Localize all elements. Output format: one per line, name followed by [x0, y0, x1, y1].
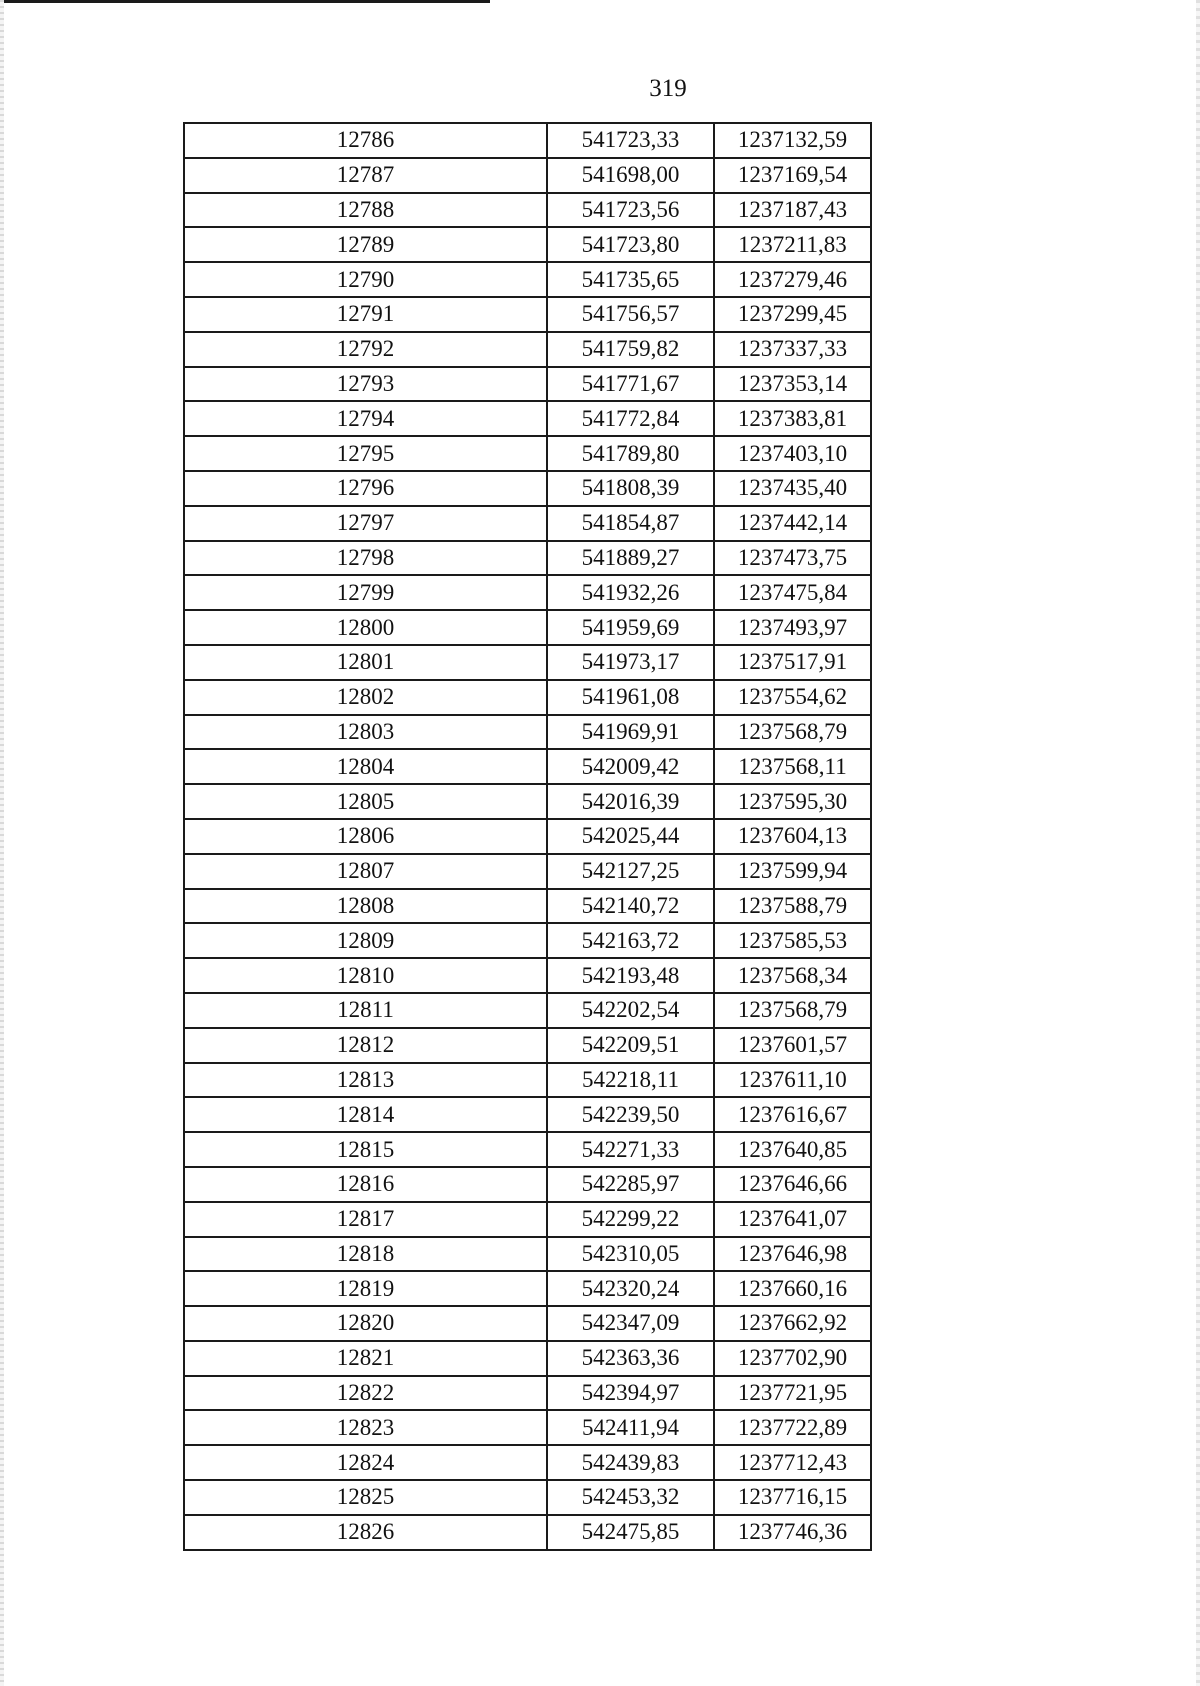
point-number-cell: 12814	[184, 1097, 547, 1132]
table-row	[184, 1376, 871, 1411]
y-coordinate-cell: 1237442,14	[714, 506, 871, 541]
y-coordinate-cell: 1237169,54	[714, 158, 871, 193]
table-row	[184, 1341, 871, 1376]
point-number-cell: 12787	[184, 158, 547, 193]
point-number-cell: 12790	[184, 262, 547, 297]
point-number-cell: 12802	[184, 680, 547, 715]
table-row	[184, 193, 871, 228]
y-coordinate-cell: 1237337,33	[714, 332, 871, 367]
y-coordinate-cell: 1237712,43	[714, 1445, 871, 1480]
y-coordinate-cell: 1237616,67	[714, 1097, 871, 1132]
table-row	[184, 158, 871, 193]
point-number-cell: 12791	[184, 297, 547, 332]
y-coordinate-cell: 1237611,10	[714, 1063, 871, 1098]
point-number-cell: 12800	[184, 610, 547, 645]
table-row	[184, 680, 871, 715]
y-coordinate-cell: 1237517,91	[714, 645, 871, 680]
x-coordinate-cell: 541723,56	[547, 193, 714, 228]
x-coordinate-cell: 541698,00	[547, 158, 714, 193]
point-number-cell: 12816	[184, 1167, 547, 1202]
y-coordinate-cell: 1237646,98	[714, 1237, 871, 1272]
y-coordinate-cell: 1237493,97	[714, 610, 871, 645]
table-row	[184, 645, 871, 680]
y-coordinate-cell: 1237646,66	[714, 1167, 871, 1202]
point-number-cell: 12798	[184, 541, 547, 576]
table-row	[184, 610, 871, 645]
x-coordinate-cell: 542310,05	[547, 1237, 714, 1272]
y-coordinate-cell: 1237721,95	[714, 1376, 871, 1411]
table-row	[184, 854, 871, 889]
x-coordinate-cell: 541735,65	[547, 262, 714, 297]
x-coordinate-cell: 542239,50	[547, 1097, 714, 1132]
y-coordinate-cell: 1237353,14	[714, 367, 871, 402]
table-row	[184, 332, 871, 367]
x-coordinate-cell: 541889,27	[547, 541, 714, 576]
x-coordinate-cell: 542218,11	[547, 1063, 714, 1098]
x-coordinate-cell: 542394,97	[547, 1376, 714, 1411]
point-number-cell: 12793	[184, 367, 547, 402]
y-coordinate-cell: 1237211,83	[714, 227, 871, 262]
table-row	[184, 749, 871, 784]
point-number-cell: 12795	[184, 436, 547, 471]
point-number-cell: 12807	[184, 854, 547, 889]
x-coordinate-cell: 542363,36	[547, 1341, 714, 1376]
table-row	[184, 993, 871, 1028]
y-coordinate-cell: 1237746,36	[714, 1515, 871, 1550]
coordinates-table	[183, 122, 872, 1551]
table-row	[184, 1480, 871, 1515]
y-coordinate-cell: 1237475,84	[714, 575, 871, 610]
y-coordinate-cell: 1237568,11	[714, 749, 871, 784]
x-coordinate-cell: 542271,33	[547, 1132, 714, 1167]
table-row	[184, 471, 871, 506]
y-coordinate-cell: 1237403,10	[714, 436, 871, 471]
y-coordinate-cell: 1237279,46	[714, 262, 871, 297]
y-coordinate-cell: 1237604,13	[714, 819, 871, 854]
point-number-cell: 12808	[184, 889, 547, 924]
table-row	[184, 227, 871, 262]
x-coordinate-cell: 542285,97	[547, 1167, 714, 1202]
x-coordinate-cell: 541723,80	[547, 227, 714, 262]
y-coordinate-cell: 1237568,79	[714, 993, 871, 1028]
table-row	[184, 819, 871, 854]
y-coordinate-cell: 1237595,30	[714, 784, 871, 819]
y-coordinate-cell: 1237716,15	[714, 1480, 871, 1515]
x-coordinate-cell: 541772,84	[547, 401, 714, 436]
point-number-cell: 12823	[184, 1410, 547, 1445]
y-coordinate-cell: 1237601,57	[714, 1028, 871, 1063]
table-row	[184, 262, 871, 297]
x-coordinate-cell: 541932,26	[547, 575, 714, 610]
scan-edge-right	[1196, 0, 1200, 1686]
x-coordinate-cell: 542475,85	[547, 1515, 714, 1550]
x-coordinate-cell: 541808,39	[547, 471, 714, 506]
table-row	[184, 1271, 871, 1306]
table-row	[184, 1445, 871, 1480]
x-coordinate-cell: 542347,09	[547, 1306, 714, 1341]
point-number-cell: 12810	[184, 958, 547, 993]
x-coordinate-cell: 542453,32	[547, 1480, 714, 1515]
x-coordinate-cell: 542016,39	[547, 784, 714, 819]
table-row	[184, 1028, 871, 1063]
y-coordinate-cell: 1237641,07	[714, 1202, 871, 1237]
point-number-cell: 12796	[184, 471, 547, 506]
table-row	[184, 1306, 871, 1341]
table-row	[184, 541, 871, 576]
scan-edge-top	[0, 0, 490, 3]
table-row	[184, 436, 871, 471]
table-row	[184, 506, 871, 541]
y-coordinate-cell: 1237599,94	[714, 854, 871, 889]
table-row	[184, 297, 871, 332]
table-row	[184, 1410, 871, 1445]
x-coordinate-cell: 542193,48	[547, 958, 714, 993]
point-number-cell: 12811	[184, 993, 547, 1028]
y-coordinate-cell: 1237132,59	[714, 123, 871, 158]
y-coordinate-cell: 1237383,81	[714, 401, 871, 436]
point-number-cell: 12820	[184, 1306, 547, 1341]
point-number-cell: 12821	[184, 1341, 547, 1376]
y-coordinate-cell: 1237568,34	[714, 958, 871, 993]
x-coordinate-cell: 541771,67	[547, 367, 714, 402]
y-coordinate-cell: 1237640,85	[714, 1132, 871, 1167]
table-row	[184, 1097, 871, 1132]
x-coordinate-cell: 542140,72	[547, 889, 714, 924]
y-coordinate-cell: 1237588,79	[714, 889, 871, 924]
table-row	[184, 1132, 871, 1167]
x-coordinate-cell: 542127,25	[547, 854, 714, 889]
table-row	[184, 401, 871, 436]
x-coordinate-cell: 541969,91	[547, 715, 714, 750]
table-row	[184, 889, 871, 924]
point-number-cell: 12806	[184, 819, 547, 854]
point-number-cell: 12813	[184, 1063, 547, 1098]
x-coordinate-cell: 542209,51	[547, 1028, 714, 1063]
point-number-cell: 12794	[184, 401, 547, 436]
x-coordinate-cell: 542411,94	[547, 1410, 714, 1445]
table-row	[184, 1237, 871, 1272]
point-number-cell: 12812	[184, 1028, 547, 1063]
point-number-cell: 12786	[184, 123, 547, 158]
scan-edge-left	[0, 0, 4, 1686]
point-number-cell: 12809	[184, 923, 547, 958]
x-coordinate-cell: 541756,57	[547, 297, 714, 332]
x-coordinate-cell: 541959,69	[547, 610, 714, 645]
point-number-cell: 12825	[184, 1480, 547, 1515]
y-coordinate-cell: 1237554,62	[714, 680, 871, 715]
x-coordinate-cell: 541789,80	[547, 436, 714, 471]
y-coordinate-cell: 1237702,90	[714, 1341, 871, 1376]
table-row	[184, 923, 871, 958]
x-coordinate-cell: 542439,83	[547, 1445, 714, 1480]
point-number-cell: 12805	[184, 784, 547, 819]
x-coordinate-cell: 542202,54	[547, 993, 714, 1028]
x-coordinate-cell: 541723,33	[547, 123, 714, 158]
table-row	[184, 123, 871, 158]
x-coordinate-cell: 541961,08	[547, 680, 714, 715]
table-row	[184, 958, 871, 993]
point-number-cell: 12826	[184, 1515, 547, 1550]
point-number-cell: 12801	[184, 645, 547, 680]
x-coordinate-cell: 541854,87	[547, 506, 714, 541]
x-coordinate-cell: 542025,44	[547, 819, 714, 854]
y-coordinate-cell: 1237660,16	[714, 1271, 871, 1306]
point-number-cell: 12788	[184, 193, 547, 228]
point-number-cell: 12819	[184, 1271, 547, 1306]
point-number-cell: 12799	[184, 575, 547, 610]
point-number-cell: 12824	[184, 1445, 547, 1480]
y-coordinate-cell: 1237187,43	[714, 193, 871, 228]
y-coordinate-cell: 1237585,53	[714, 923, 871, 958]
x-coordinate-cell: 541973,17	[547, 645, 714, 680]
table-row	[184, 784, 871, 819]
point-number-cell: 12804	[184, 749, 547, 784]
x-coordinate-cell: 542320,24	[547, 1271, 714, 1306]
x-coordinate-cell: 542163,72	[547, 923, 714, 958]
y-coordinate-cell: 1237473,75	[714, 541, 871, 576]
y-coordinate-cell: 1237722,89	[714, 1410, 871, 1445]
point-number-cell: 12803	[184, 715, 547, 750]
table-row	[184, 367, 871, 402]
coordinates-table-body	[184, 123, 871, 1550]
y-coordinate-cell: 1237662,92	[714, 1306, 871, 1341]
table-row	[184, 1202, 871, 1237]
x-coordinate-cell: 542299,22	[547, 1202, 714, 1237]
point-number-cell: 12818	[184, 1237, 547, 1272]
page-number: 319	[649, 75, 687, 102]
table-row	[184, 1063, 871, 1098]
point-number-cell: 12797	[184, 506, 547, 541]
x-coordinate-cell: 542009,42	[547, 749, 714, 784]
y-coordinate-cell: 1237568,79	[714, 715, 871, 750]
y-coordinate-cell: 1237435,40	[714, 471, 871, 506]
point-number-cell: 12822	[184, 1376, 547, 1411]
table-row	[184, 1167, 871, 1202]
table-row	[184, 575, 871, 610]
point-number-cell: 12789	[184, 227, 547, 262]
point-number-cell: 12792	[184, 332, 547, 367]
point-number-cell: 12815	[184, 1132, 547, 1167]
y-coordinate-cell: 1237299,45	[714, 297, 871, 332]
x-coordinate-cell: 541759,82	[547, 332, 714, 367]
table-row	[184, 1515, 871, 1550]
table-row	[184, 715, 871, 750]
point-number-cell: 12817	[184, 1202, 547, 1237]
